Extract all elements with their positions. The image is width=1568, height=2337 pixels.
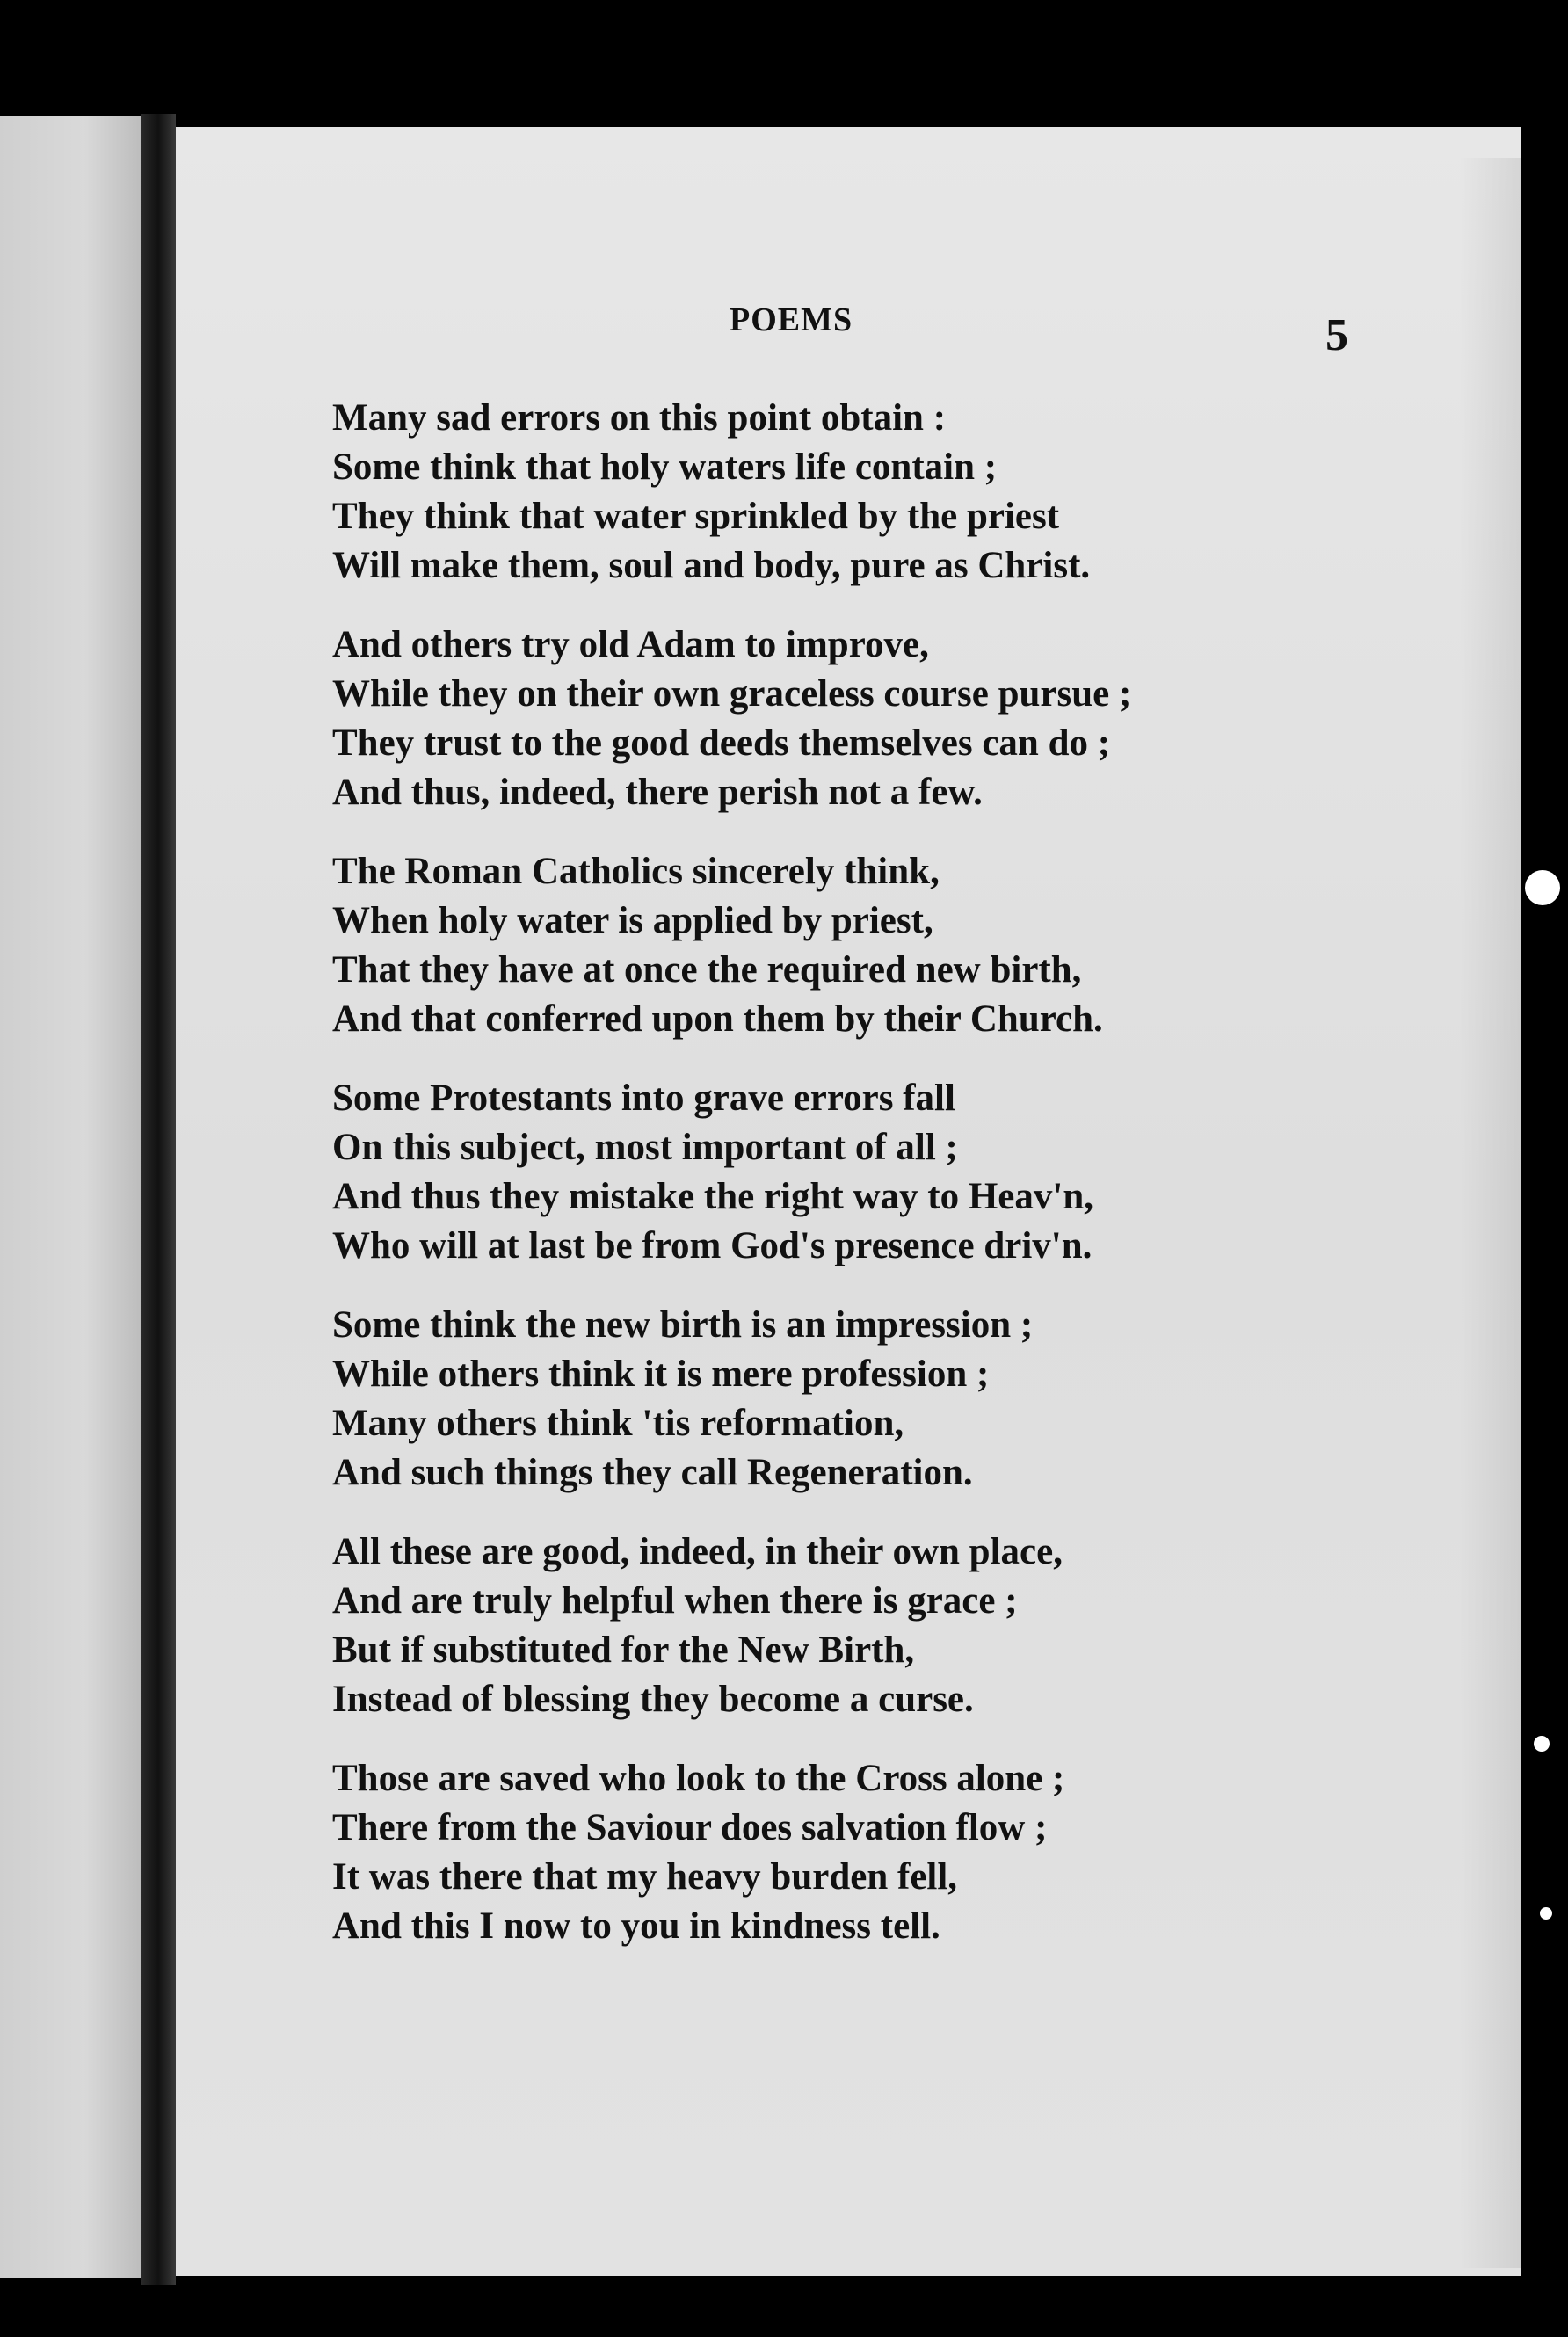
scan-speck	[1525, 870, 1560, 905]
page-number: 5	[1325, 310, 1348, 360]
poem-line: Some Protestants into grave errors fall	[332, 1078, 955, 1119]
poem-line: Will make them, soul and body, pure as Christ.	[332, 545, 1091, 586]
poem-line: And thus, indeed, there perish not a few.	[332, 772, 983, 813]
poem-line: And others try old Adam to improve,	[332, 624, 929, 665]
facing-page-edge	[0, 116, 141, 2278]
poem-line: While others think it is mere profession ;	[332, 1354, 990, 1395]
poem-line: Instead of blessing they become a curse.	[332, 1679, 974, 1720]
poem-line: Many others think 'tis reformation,	[332, 1403, 904, 1444]
stanza	[332, 1528, 1422, 1724]
stanza	[332, 1754, 1422, 1951]
poem-line: That they have at once the required new birth,	[332, 949, 1082, 991]
stanza	[332, 394, 1422, 591]
poem-line: On this subject, most important of all ;	[332, 1127, 958, 1168]
poem-line: They think that water sprinkled by the priest	[332, 496, 1060, 537]
poem-line: Some think that holy waters life contain ;	[332, 446, 998, 488]
running-title: POEMS	[730, 301, 853, 338]
stanza	[332, 847, 1422, 1044]
poem-line: The Roman Catholics sincerely think,	[332, 851, 940, 892]
poem-line: And that conferred upon them by their Church.	[332, 998, 1103, 1040]
poem-line: And such things they call Regeneration.	[332, 1452, 973, 1493]
scan-speck	[1540, 1907, 1552, 1920]
poem-line: Some think the new birth is an impression ;	[332, 1304, 1034, 1346]
poem-line: And this I now to you in kindness tell.	[332, 1905, 940, 1947]
scan-speck	[1534, 1736, 1550, 1752]
poem-line: They trust to the good deeds themselves can do ;	[332, 722, 1111, 764]
poem-line: Those are saved who look to the Cross alone ;	[332, 1758, 1065, 1799]
poem-line: But if substituted for the New Birth,	[332, 1629, 915, 1671]
poem-line: Many sad errors on this point obtain :	[332, 397, 947, 439]
poem-line: And are truly helpful when there is grace ;	[332, 1580, 1018, 1622]
poem-line: While they on their own graceless course pursue ;	[332, 673, 1132, 715]
poem-line: And thus they mistake the right way to Heav'n,	[332, 1176, 1094, 1217]
book-gutter	[141, 114, 176, 2285]
poem-line: All these are good, indeed, in their own place,	[332, 1531, 1063, 1572]
poem-body	[332, 394, 1422, 1981]
stanza	[332, 621, 1422, 817]
stanza	[332, 1301, 1422, 1498]
poem-line: There from the Saviour does salvation flow ;	[332, 1807, 1048, 1848]
poem-line: When holy water is applied by priest,	[332, 900, 933, 941]
poem-line: It was there that my heavy burden fell,	[332, 1856, 958, 1898]
stanza	[332, 1074, 1422, 1271]
poem-line: Who will at last be from God's presence driv'n.	[332, 1225, 1093, 1266]
